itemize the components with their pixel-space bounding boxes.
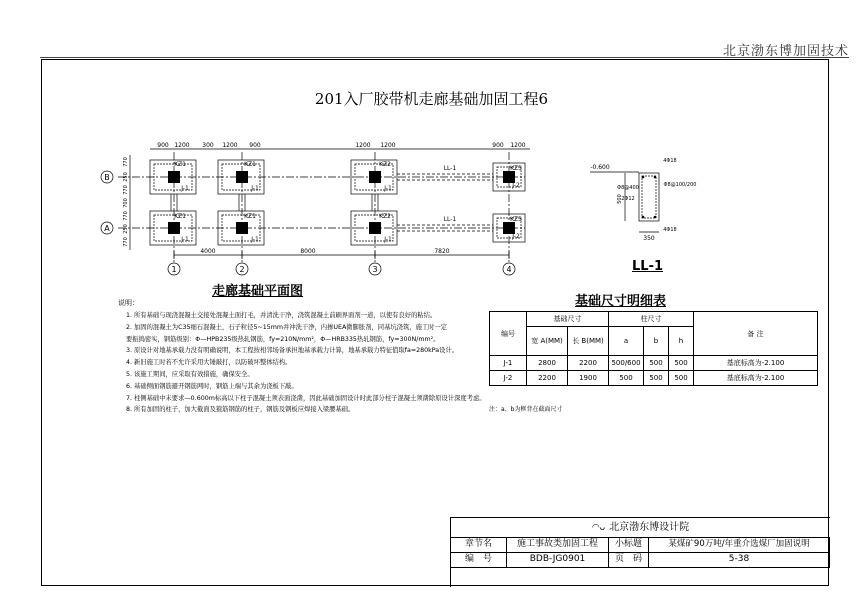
- header-remark: 备 注: [694, 312, 818, 356]
- header-a: a: [609, 327, 644, 356]
- cell-h: 500: [669, 356, 694, 371]
- page-label: 页 码: [609, 552, 649, 567]
- header-id: 编号: [490, 312, 527, 356]
- footing-label: J-1: [181, 236, 189, 243]
- footing-label: J-2: [512, 182, 520, 189]
- top-dim: 1200: [174, 142, 190, 149]
- chapter-value: 施工事故类加固工程: [507, 537, 609, 552]
- section-stirrups: Φ8@100/200: [663, 182, 697, 188]
- table-row: [490, 371, 818, 386]
- axis-column-label: 1: [171, 265, 177, 274]
- axis-row-label: A: [104, 224, 110, 233]
- side-dim: 770: [123, 157, 129, 167]
- drawing-title: 201入厂胶带机走廊基础加固工程6: [314, 90, 549, 108]
- top-dim: 900: [249, 142, 261, 149]
- note-item: 7. 柱侧基础中未要求—0.600m标高以下柱子混凝土须表面浇凿，因此基础加固设计时此部分柱子混凝土须凿除原设计深度考虑。: [126, 394, 486, 402]
- subtitle-label: 小标题: [609, 537, 649, 552]
- top-dim: 900: [157, 142, 169, 149]
- plan-caption: 走廊基础平面图: [212, 284, 304, 299]
- side-dim: 700: [123, 198, 129, 208]
- note-item: 4. 新旧施工时若不允许采用大锤敲打，以防破坏整体结构。: [126, 359, 292, 367]
- number-label: 编 号: [451, 552, 507, 567]
- column-label: KZ3: [510, 165, 522, 172]
- note-item: 1. 所有基础与现浇混凝土交接处混凝土面打毛，并清洗干净，浇筑混凝土前刷界面剂一道，以使有良好的粘结。: [126, 312, 437, 319]
- column-label: KZ1: [244, 213, 256, 220]
- column-label: KZ1: [174, 161, 186, 168]
- notes-heading: 说明：: [118, 299, 139, 307]
- top-dim: 1200: [222, 142, 238, 149]
- cell-a: 500: [609, 371, 644, 386]
- company-logo-icon: ◠ᴗ: [591, 523, 606, 533]
- side-dim: 770: [123, 237, 129, 247]
- cell-width: 2200: [527, 371, 568, 386]
- column-label: KZ2: [379, 213, 391, 220]
- beam-label: LL-1: [443, 165, 457, 172]
- beam-label: LL-1: [443, 216, 457, 223]
- table-note: 注：a、b为框背在截面尺寸: [489, 406, 563, 413]
- header-column-size: 柱尺寸: [609, 312, 694, 327]
- header-brand: 北京渤东博加固技术: [722, 44, 849, 59]
- side-dim: 770: [123, 211, 129, 221]
- column-label: KZ1: [244, 161, 256, 168]
- span-dim: 4000: [200, 248, 216, 255]
- cell-length: 1900: [568, 371, 609, 386]
- header-h: h: [669, 327, 694, 356]
- header-b: b: [644, 327, 669, 356]
- footing-label: J-1: [251, 185, 259, 192]
- note-item: 8. 所有加固的柱子，加大截面及箍筋钢筋的柱子，钢筋及钢板应焊接入梁腰基础。: [126, 406, 355, 414]
- chapter-label: 章节名: [451, 537, 507, 552]
- footing-label: J-1: [181, 185, 189, 192]
- table-title: 基础尺寸明细表: [575, 294, 667, 309]
- note-item: 3. 原设计对地基承载力没有明确说明，本工程按相邻场备承担地基承载力计算，地基承载力特征值取fa=280kPa设计。: [126, 347, 459, 355]
- header-width: 宽 A(MM): [527, 327, 568, 356]
- notes-list: [126, 310, 486, 416]
- note-item: 2. 加固的混凝土为C35细石混凝土，石子粒径5~15mm并冲洗干净，内掺UEA微膨胀剂，同基坑浇筑，施工时一定: [126, 323, 448, 331]
- note-item: 要振捣密实，钢筋级别：Φ—HPB235级热轧钢筋，fy=210N/mm²，Φ—HRB335热轧钢筋，fy=300N/mm²。: [126, 335, 440, 343]
- top-dim: 900: [492, 142, 504, 149]
- foundation-dimension-table: [489, 311, 818, 386]
- section-height-dim: 500: [617, 194, 623, 204]
- table-row: [490, 356, 818, 371]
- cell-width: 2800: [527, 356, 568, 371]
- section-top-bars: 4Φ18: [663, 158, 677, 164]
- column-label: KZ3: [510, 216, 522, 223]
- axis-column-label: 2: [239, 265, 245, 274]
- footing-label: J-1: [251, 236, 259, 243]
- section-side-bars: 2Φ12: [621, 196, 635, 202]
- header-base-size: 基础尺寸: [527, 312, 609, 327]
- axis-row-label: B: [104, 173, 110, 182]
- title-block: [450, 517, 830, 587]
- subtitle-value: 某煤矿90万吨/年重介选煤厂加固说明: [649, 537, 830, 552]
- span-dim: 7820: [434, 248, 450, 255]
- footing-label: J-1: [384, 185, 392, 192]
- section-caption: LL-1: [632, 259, 664, 274]
- note-item: 6. 基础侧面钢筋避开钢筋网时，钢筋上端与其余为浇板下敲。: [126, 382, 298, 390]
- top-dim: 1200: [380, 142, 396, 149]
- cell-h: 500: [669, 371, 694, 386]
- cell-id: J-2: [490, 371, 527, 386]
- footing-label: J-2: [512, 233, 520, 240]
- side-dim: 250: [123, 172, 129, 182]
- note-item: 5. 该施工期间，应采取有效措施，确保安全。: [126, 370, 254, 378]
- section-tie-bars: Φ8@400: [617, 185, 639, 191]
- cell-id: J-1: [490, 356, 527, 371]
- top-dim: 300: [202, 142, 214, 149]
- side-dim: 250: [123, 224, 129, 234]
- section-elevation: -0.600: [590, 164, 610, 171]
- cell-a: 500/600: [609, 356, 644, 371]
- cell-remark: 基底标高为-2.100: [694, 356, 818, 371]
- column-label: KZ1: [174, 213, 186, 220]
- column-label: KZ2: [379, 161, 391, 168]
- top-dim: 1200: [355, 142, 371, 149]
- axis-column-label: 3: [372, 265, 378, 274]
- title-row-chapter: [451, 537, 830, 553]
- cell-remark: 基底标高为-2.100: [694, 371, 818, 386]
- cell-b: 500: [644, 356, 669, 371]
- cell-length: 2200: [568, 356, 609, 371]
- number-value: BDB-JG0901: [507, 552, 609, 567]
- side-dim: 770: [123, 185, 129, 195]
- cell-b: 500: [644, 371, 669, 386]
- section-bottom-bars: 4Φ18: [663, 227, 677, 233]
- company-name: ◠ᴗ 北京渤东博设计院: [451, 518, 830, 538]
- axis-column-label: 4: [506, 265, 512, 274]
- page-value: 5-38: [649, 552, 830, 567]
- header-length: 长 B(MM): [568, 327, 609, 356]
- title-row-number: [451, 552, 830, 568]
- section-width-dim: 350: [643, 235, 655, 242]
- footing-label: J-1: [384, 236, 392, 243]
- top-dim: 1200: [510, 142, 526, 149]
- span-dim: 8000: [300, 248, 316, 255]
